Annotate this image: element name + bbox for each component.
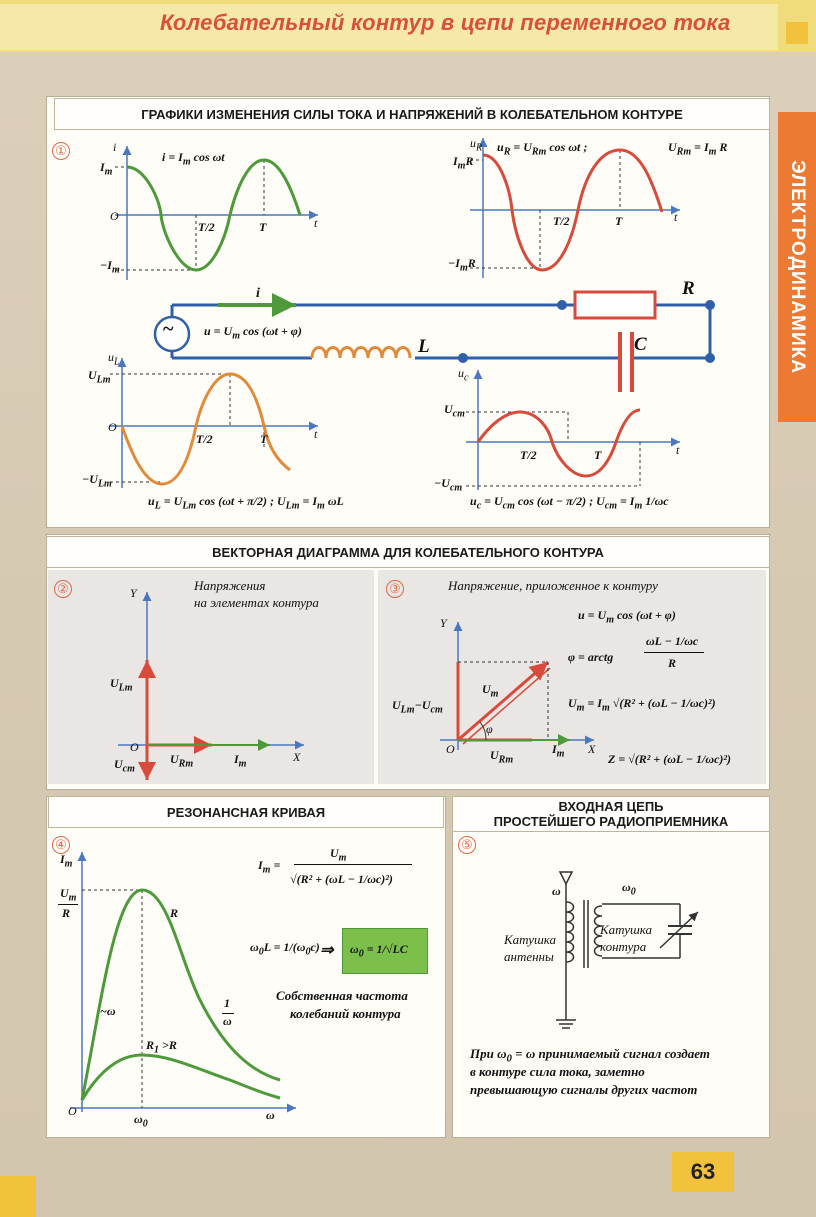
graph-uc-half-period: T/2: [520, 448, 537, 462]
resonance-caption-1: Собственная частота: [276, 988, 408, 1003]
right-axis-x: X: [588, 742, 596, 756]
graph-i-origin: O: [110, 209, 119, 223]
graph-uc-amplitude: $U_{cm}$: [444, 402, 465, 420]
inductor-label: L: [418, 336, 430, 357]
resonance-axis-i: $I_m$: [60, 852, 73, 870]
resonance-um-r-den: R: [62, 906, 71, 920]
phase-formula-numerator: ωL − 1/ωc: [646, 634, 699, 648]
left-axis-y: Y: [130, 586, 137, 600]
vector-right-caption: Напряжение, приложенное к контуру: [448, 578, 658, 593]
right-origin: O: [446, 742, 455, 756]
graph-i-neg-amplitude: $-I_m$: [100, 258, 120, 276]
graph-i-half-period: T/2: [198, 220, 215, 234]
source-equation: $u = U_m$ cos (ωt + φ): [204, 324, 302, 342]
current-amplitude-denominator: √(R² + (ωL − 1/ωc)²): [290, 872, 393, 886]
graph-ul-period: T: [260, 432, 268, 446]
graph-uc-period: T: [594, 448, 602, 462]
section3-title: РЕЗОНАНСНАЯ КРИВАЯ: [48, 796, 444, 828]
phase-formula-denominator: R: [668, 656, 677, 670]
left-urm-label: $U_{Rm}$: [170, 752, 194, 770]
resonance-frequency-formula: $\omega_0 = 1/√LC$: [350, 942, 408, 960]
graph-i-axis-y: i: [113, 140, 117, 154]
resonance-caption-2: колебаний контура: [290, 1006, 401, 1021]
graph-ul-origin: O: [108, 420, 117, 434]
graph-uc-axis-x: t: [676, 443, 680, 457]
resonance-omega-left: ~ω: [100, 1004, 116, 1018]
graph-ur-amplitude: $I_mR$: [453, 154, 474, 172]
amplitude-formula: $U_m = I_m$ √(R² + (ωL − 1/ωc)²): [568, 696, 716, 714]
right-im-label: $I_m$: [552, 742, 565, 760]
section2-right-number: ③: [386, 580, 404, 598]
section4-number: ⑤: [458, 836, 476, 854]
circuit-current-label: i: [256, 286, 260, 301]
section2-title: ВЕКТОРНАЯ ДИАГРАММА ДЛЯ КОЛЕБАТЕЛЬНОГО КОНТУРА: [46, 536, 770, 568]
current-amplitude-numerator: $U_m$: [330, 846, 347, 864]
section2-left-number: ②: [54, 580, 72, 598]
graph-i-equation: $i = I_m$ cos ωt: [162, 150, 225, 168]
graph-ur-half-period: T/2: [553, 214, 570, 228]
graph-i-period: T: [259, 220, 267, 234]
inductor-voltage-equation: $u_L = U_{Lm}$ cos (ωt + π/2) ; $U_{Lm} = I_m$ ωL: [148, 494, 344, 512]
right-urm-label: $U_{Rm}$: [490, 748, 514, 766]
ac-source-icon: ~: [163, 318, 174, 340]
circuit-coil-label-1: Катушка: [600, 922, 653, 937]
graph-i-axis-x: t: [314, 216, 318, 230]
antenna-coil-label-1: Катушка: [504, 932, 557, 947]
impedance-formula: Z = √(R² + (ωL − 1/ωc)²): [608, 752, 731, 766]
graph-ul-amplitude: $U_{Lm}$: [88, 368, 111, 386]
phase-formula-lhs: φ = arctg: [568, 650, 614, 664]
section4-title: ВХОДНАЯ ЦЕПЬ ПРОСТЕЙШЕГО РАДИОПРИЕМНИКА: [452, 796, 770, 832]
left-ulm-label: $U_{Lm}$: [110, 676, 133, 694]
resonance-omega-axis: ω: [266, 1108, 275, 1122]
capacitor-voltage-equation: $u_c = U_{cm}$ cos (ωt − π/2) ; $U_{cm} = I_m$ 1/ωc: [470, 494, 669, 512]
graph-ul-half-period: T/2: [196, 432, 213, 446]
graph-ul-axis-x: t: [314, 427, 318, 441]
right-difference-label: $U_{Lm}-U_{cm}$: [392, 698, 443, 716]
current-amplitude-formula: $I_m$ =: [258, 858, 281, 876]
graph-i-amplitude: $I_m$: [100, 160, 113, 178]
vector-left-caption-2: на элементах контура: [194, 595, 319, 610]
antenna-omega: ω: [552, 884, 561, 898]
graph-ul-neg-amplitude: $-U_{Lm}$: [82, 472, 112, 490]
page-number: 63: [690, 1159, 716, 1184]
left-ucm-label: $U_{cm}$: [114, 757, 135, 775]
implies-arrow: ⇒: [320, 942, 334, 959]
graph-ur-amplitude-eq: $U_{Rm} = I_m$ R: [668, 140, 728, 158]
left-origin: O: [130, 740, 139, 754]
resonance-r-label: R: [170, 906, 179, 920]
right-phi-label: φ: [486, 722, 493, 736]
resonance-r1-label: $R_1 >R$: [146, 1038, 177, 1056]
side-tab-label: ЭЛЕКТРОДИНАМИКА: [787, 160, 808, 374]
graph-ur-axis-y: $u_R$: [470, 136, 483, 154]
section3-number: ④: [52, 836, 70, 854]
radio-note-line-2: в контуре сила тока, заметно: [470, 1064, 645, 1079]
circuit-omega0: $\omega_0$: [622, 880, 636, 898]
graph-ur-neg-amplitude: $-I_mR$: [448, 256, 476, 274]
resonance-omega-right-den: ω: [223, 1014, 232, 1028]
left-axis-x: X: [293, 750, 301, 764]
left-im-label: $I_m$: [234, 752, 247, 770]
resonance-origin: O: [68, 1104, 77, 1118]
right-um-label: $U_m$: [482, 682, 499, 700]
resonance-omega0: $\omega_0$: [134, 1112, 148, 1130]
graph-ur-period: T: [615, 214, 623, 228]
section1-number: ①: [52, 142, 70, 160]
radio-note-line-1: При $\omega_0 = \omega$ принимаемый сигнал создает: [470, 1046, 710, 1065]
vector-left-caption-1: Напряжения: [194, 578, 266, 593]
graph-uc-axis-y: $u_c$: [458, 366, 469, 384]
resonance-condition: $\omega_0L = 1/(\omega_0c)$: [250, 940, 320, 958]
graph-ur-equation: $u_R = U_{Rm}$ cos ωt ;: [497, 140, 588, 158]
graph-ul-axis-y: $u_L$: [108, 350, 120, 368]
right-axis-y: Y: [440, 616, 447, 630]
applied-voltage-formula: $u = U_m$ cos (ωt + φ): [578, 608, 676, 626]
page-title: Колебательный контур в цепи переменного тока: [160, 10, 731, 35]
graph-uc-neg-amplitude: $-U_{cm}$: [434, 476, 463, 494]
radio-note-line-3: превышающую сигналы других частот: [470, 1082, 698, 1097]
resistor-label: R: [682, 278, 695, 299]
resonance-omega-right-num: 1: [224, 996, 230, 1010]
section1-title: ГРАФИКИ ИЗМЕНЕНИЯ СИЛЫ ТОКА И НАПРЯЖЕНИЙ В КОЛЕБАТЕЛЬНОМ КОНТУРЕ: [54, 98, 770, 130]
circuit-coil-label-2: контура: [600, 939, 647, 954]
antenna-coil-label-2: антенны: [504, 949, 554, 964]
graph-ur-axis-x: t: [674, 210, 678, 224]
resonance-um-r-num: $U_m$: [60, 886, 77, 904]
corner-square: [0, 1176, 36, 1217]
capacitor-label: C: [634, 334, 647, 355]
